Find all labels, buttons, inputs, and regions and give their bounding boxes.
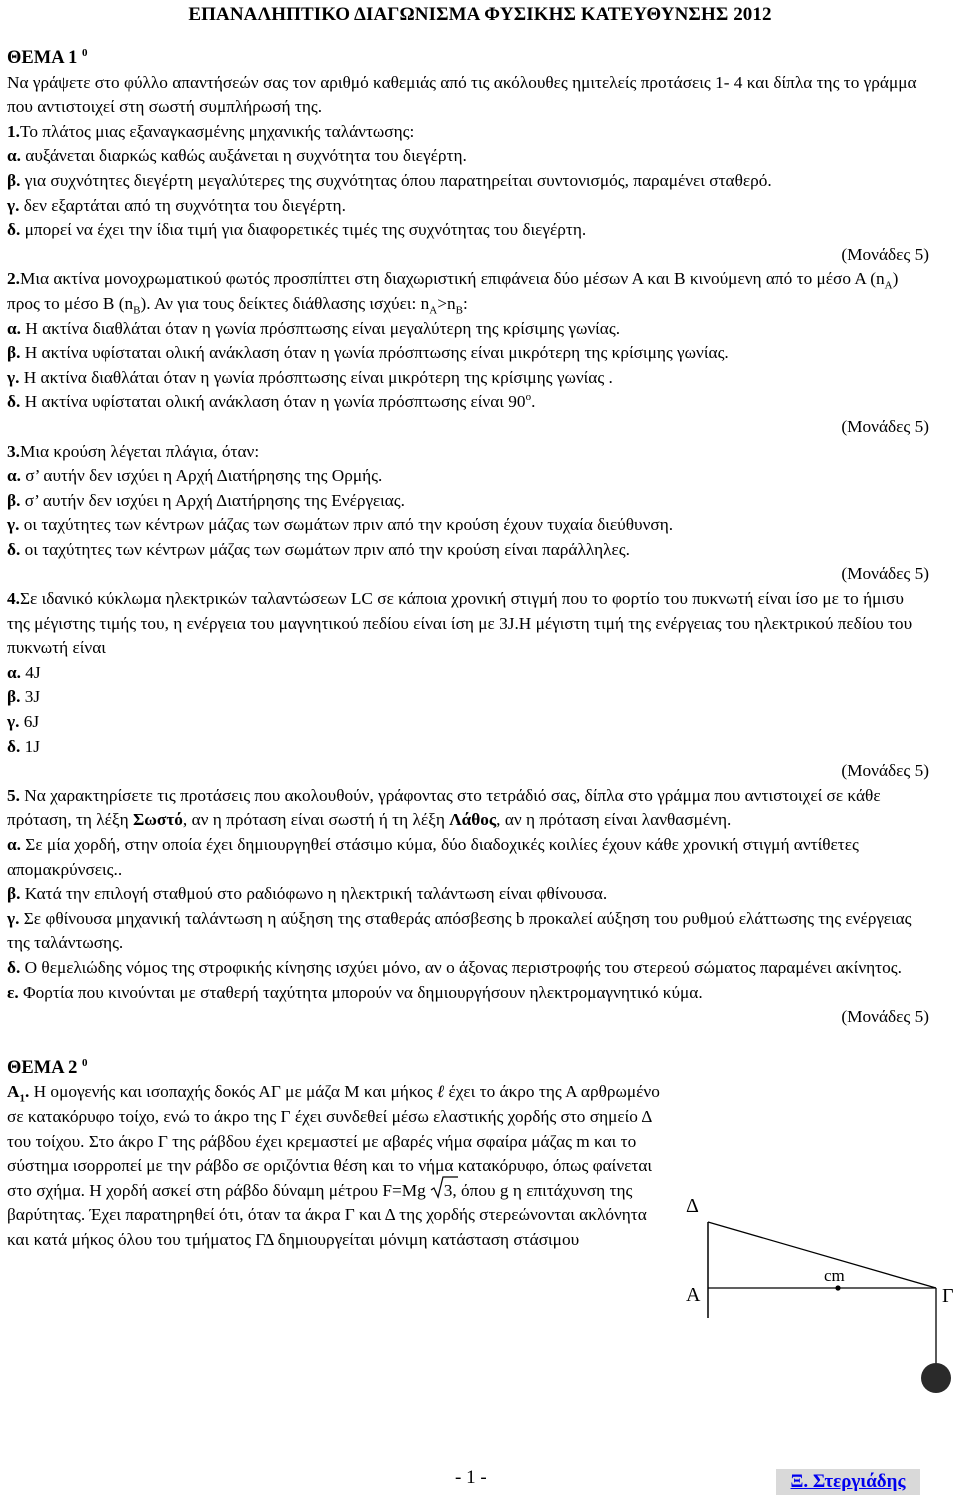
sphere — [921, 1363, 951, 1393]
label-delta: Δ — [686, 1195, 699, 1217]
question-2-stem: 2.Μια ακτίνα μονοχρωματικού φωτός προσπίπτει στη διαχωριστική επιφάνεια δύο μέσων Α και Β κινούμενη από το μέσο Α $(n_A)$ προς το μέσο Β $(n_B)$. Αν για τους δείκτες διάθλασης ισχύει: $n_A>n_B$: — [7, 269, 899, 317]
question-2-option-c: γ. Η ακτίνα διαθλάται όταν η γωνία πρόσπτωσης είναι μικρότερη της κρίσιμης γωνίας . — [7, 367, 613, 387]
question-4-units: (Μονάδες 5) — [841, 761, 929, 781]
question-5-stem: 5. Να χαρακτηρίσετε τις προτάσεις που ακολουθούν, γράφοντας στο τετράδιό σας, δίπλα στο γράμμα που αντιστοιχεί σε κάθε πρόταση, τη λέξη Σωστό, αν η πρόταση είναι σωστή ή τη λέξη Λάθος, αν η πρόταση είναι λανθασμένη. — [7, 785, 881, 830]
document-body — [7, 46, 929, 1253]
question-1-stem: 1.Το πλάτος μιας εξαναγκασμένης μηχανικής ταλάντωσης: — [7, 121, 415, 141]
theme1-intro: Να γράψετε στο φύλλο απαντήσεών σας τον αριθμό καθεμιάς από τις ακόλουθες ημιτελείς προτάσεις 1- 4 και δίπλα της το γράμμα που αντιστοιχεί στη σωστή συμπλήρωσή της. — [7, 72, 917, 117]
elastic-cord — [708, 1222, 936, 1288]
rod-diagram — [676, 1178, 960, 1400]
question-5-item-c: γ. Σε φθίνουσα μηχανική ταλάντωση η αύξηση της σταθεράς απόσβεσης b προκαλεί αύξηση του ρυθμού ελάττωσης της ενέργειας της ταλάντωσης. — [7, 908, 912, 953]
question-3-stem: 3.Μια κρούση λέγεται πλάγια, όταν: — [7, 441, 260, 461]
question-3-option-b: β. σ’ αυτήν δεν ισχύει η Αρχή Διατήρησης της Ενέργειας. — [7, 490, 405, 510]
question-4-stem: 4.Σε ιδανικό κύκλωμα ηλεκτρικών ταλαντώσεων LC σε κάποια χρονική στιγμή που το φορτίο του πυκνωτή είναι ίσο με το ήμισυ της μέγιστης τιμής του, η ενέργεια του μαγνητικού πεδίου είναι ίση με 3J.Η μέγιστη τιμή της ενέργειας του ηλεκτρικού πεδίου του πυκνωτή είναι — [7, 589, 913, 658]
label-gamma: Γ — [942, 1285, 954, 1307]
question-5-item-a: α. Σε μία χορδή, στην οποία έχει δημιουργηθεί στάσιμο κύμα, δύο διαδοχικές κοιλίες έχουν κάθε χρονική στιγμή αντίθετες απομακρύνσεις.. — [7, 835, 859, 879]
question-1-option-b: β. για συχνότητες διεγέρτη μεγαλύτερες της συχνότητας όπου παρατηρείται συντονισμός, παραμένει σταθερό. — [7, 170, 772, 190]
center-of-mass-dot — [835, 1285, 840, 1290]
question-5-units: (Μονάδες 5) — [841, 1007, 929, 1027]
question-3-option-d: δ. οι ταχύτητες των κέντρων μάζας των σωμάτων πριν από την κρούση είναι παράλληλες. — [7, 539, 630, 559]
question-3-option-a: α. σ’ αυτήν δεν ισχύει η Αρχή Διατήρησης της Ορμής. — [7, 466, 383, 486]
question-5-item-e: ε. Φορτία που κινούνται με σταθερή ταχύτητα μπορούν να δημιουργήσουν ηλεκτρομαγνητικό κύμα. — [7, 982, 703, 1002]
question-4-option-c: γ. 6J — [7, 712, 40, 732]
page-number: - 1 - — [455, 1467, 487, 1488]
label-cm: cm — [824, 1266, 845, 1285]
document-title: ΕΠΑΝΑΛΗΠΤΙΚΟ ΔΙΑΓΩΝΙΣΜΑ ΦΥΣΙΚΗΣ ΚΑΤΕΥΘΥΝΣΗΣ 2012 — [188, 4, 772, 25]
question-2-option-a: α. Η ακτίνα διαθλάται όταν η γωνία πρόσπτωσης είναι μεγαλύτερη της κρίσιμης γωνίας. — [7, 318, 621, 338]
question-4-option-b: β. 3J — [7, 687, 41, 707]
question-2-units: (Μονάδες 5) — [841, 416, 929, 436]
author-link[interactable]: Ξ. Στεργιάδης — [776, 1469, 920, 1495]
theme2-heading: ΘΕΜΑ 2 $^0$ — [7, 1056, 88, 1078]
theme2-a1-text: $A_1$. Η ομογενής και ισοπαχής δοκός ΑΓ με μάζα Μ και μήκος ℓ έχει το άκρο της Α αρθρωμένο σε κατακόρυφο τοίχο, ενώ το άκρο της Γ έχει συνδεθεί μέσω ελαστικής χορδής στο σημείο Δ του τοίχου. Στο άκρο Γ της ράβδου έχει κρεμαστεί με αβαρές νήμα σφαίρα μάζας m και το σύστημα ισορροπεί με την ράβδο σε οριζόντια θέση και το νήμα κατακόρυφο, όπως φαίνεται στο σχήμα. Η χορδή ασκεί στη ράβδο δύναμη μέτρου F=Mg 3, όπου g η επιτάχυνση της βαρύτητας. Έχει παρατηρηθεί ότι, όταν τα άκρα Γ και Δ της χορδής στερεώνονται ακλόνητα και κατά μήκος όλου του τμήματος ΓΔ δημιουργείται μόνιμη κατάσταση στάσιμου — [7, 1082, 660, 1249]
question-2-option-b: β. Η ακτίνα υφίσταται ολική ανάκλαση όταν η γωνία πρόσπτωσης είναι μικρότερη της κρίσιμης γωνίας. — [7, 343, 729, 363]
question-5-item-b: β. Κατά την επιλογή σταθμού στο ραδιόφωνο η ηλεκτρική ταλάντωση είναι φθίνουσα. — [7, 884, 608, 904]
sqrt-symbol: 3 — [430, 1179, 453, 1204]
question-3-option-c: γ. οι ταχύτητες των κέντρων μάζας των σωμάτων πριν από την κρούση έχουν τυχαία διεύθυνση. — [7, 515, 674, 535]
question-1-option-c: γ. δεν εξαρτάται από τη συχνότητα του διεγέρτη. — [7, 195, 346, 215]
label-a: Α — [686, 1284, 701, 1306]
theme1-heading: ΘΕΜΑ 1 $^0$ — [7, 46, 88, 68]
question-1-option-d: δ. μπορεί να έχει την ίδια τιμή για διαφορετικές τιμές της συχνότητας του διεγέρτη. — [7, 220, 587, 240]
question-3-units: (Μονάδες 5) — [841, 564, 929, 584]
question-4-option-d: δ. 1J — [7, 736, 40, 756]
question-4-option-a: α. 4J — [7, 662, 41, 682]
question-5-item-d: δ. Ο θεμελιώδης νόμος της στροφικής κίνησης ισχύει μόνο, αν ο άξονας περιστροφής του στερεού σώματος παραμένει ακίνητος. — [7, 957, 902, 977]
section-spacer — [7, 1030, 929, 1056]
question-1-units: (Μονάδες 5) — [841, 244, 929, 264]
question-1-option-a: α. αυξάνεται διαρκώς καθώς αυξάνεται η συχνότητα του διεγέρτη. — [7, 146, 467, 166]
question-2-option-d: δ. Η ακτίνα υφίσταται ολική ανάκλαση όταν η γωνία πρόσπτωσης είναι 90$^o$. — [7, 391, 536, 412]
